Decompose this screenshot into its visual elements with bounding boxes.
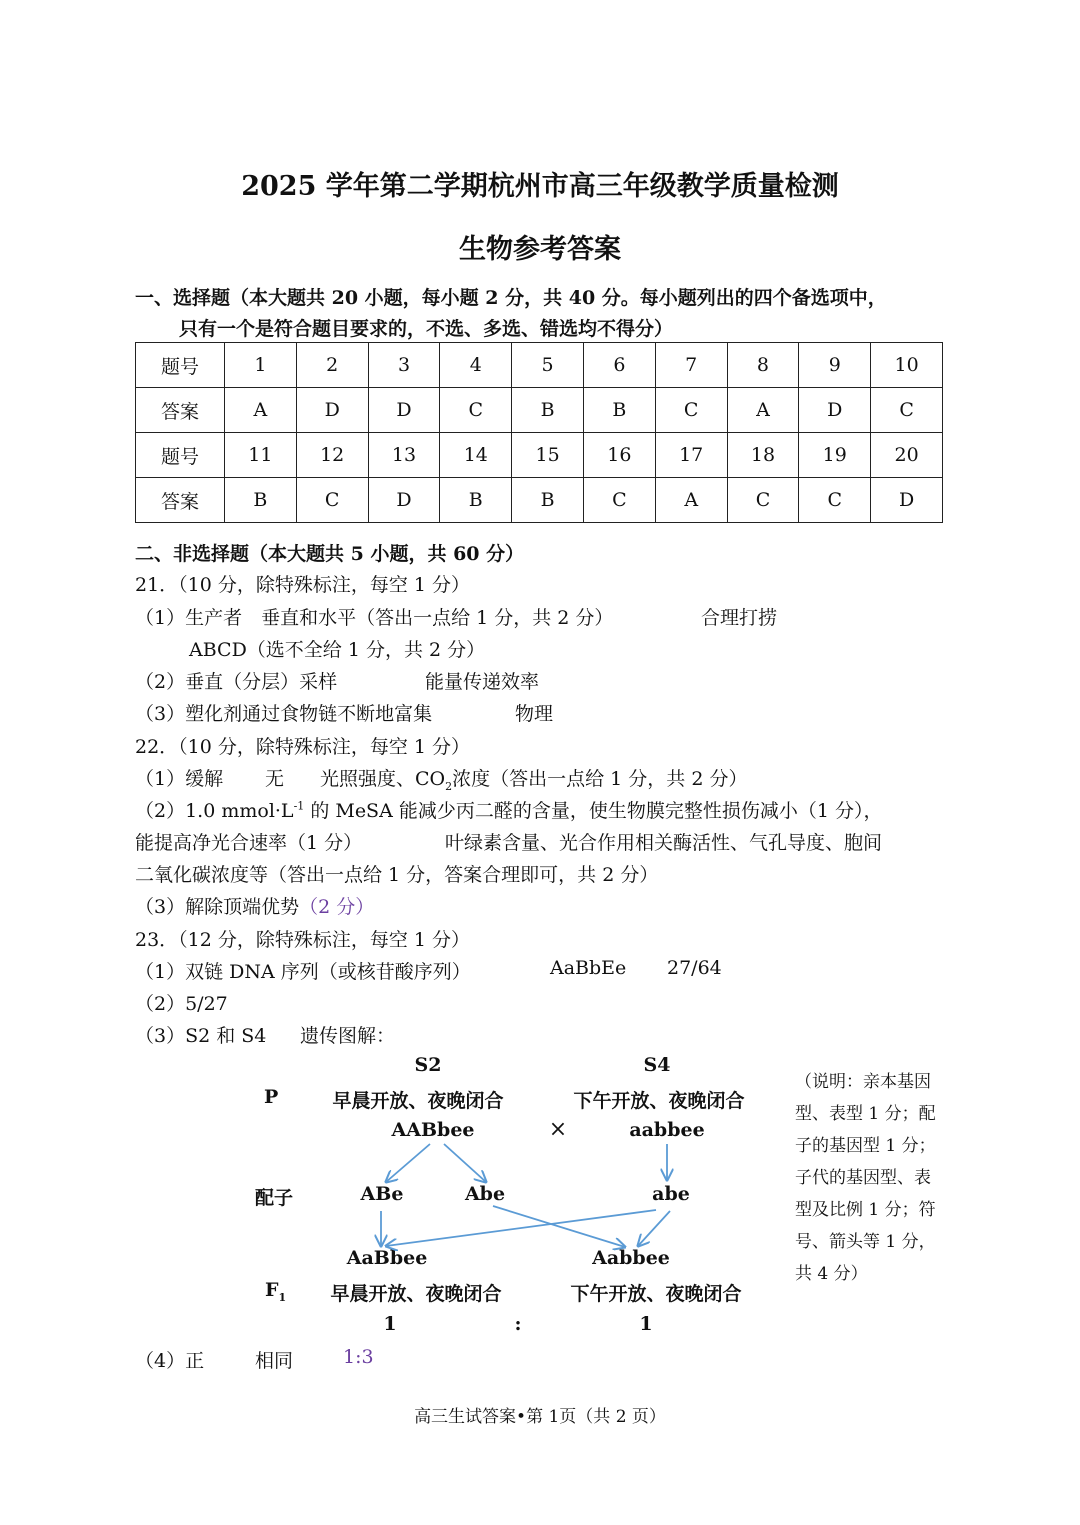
q21-part1a: （1）生产者 垂直和水平（答出一点给 1 分，共 2 分） <box>135 607 614 629</box>
table-cell: 5 <box>512 343 584 388</box>
q23-part3a: （3）S2 和 S4 <box>135 1025 267 1047</box>
q22-part2-post: 的 MeSA 能减少丙二醛的含量，使生物膜完整性损伤减小（1 分）， <box>304 800 883 822</box>
table-cell: 12 <box>296 433 368 478</box>
table-cell: D <box>368 388 440 433</box>
table-cell: D <box>871 478 943 523</box>
table-cell: 15 <box>512 433 584 478</box>
gamete-abe-mixed: Abe <box>464 1183 506 1205</box>
diagram-parent-left-genotype: AABbee <box>391 1119 475 1141</box>
q22-part2-pre: （2）1.0 mmol·L <box>135 800 294 822</box>
page-subtitle: 生物参考答案 <box>459 234 621 265</box>
unit-superscript: -1 <box>293 799 305 813</box>
table-cell: C <box>799 478 871 523</box>
offspring-left-phenotype: 早晨开放、夜晚闭合 <box>330 1283 502 1305</box>
page-title: 2025 学年第二学期杭州市高三年级教学质量检测 <box>241 171 839 202</box>
diagram-gamete-label: 配子 <box>255 1187 294 1209</box>
q22-part1c-pre: 光照强度、CO <box>320 768 446 790</box>
q22-part1c-post: 浓度（答出一点给 1 分，共 2 分） <box>452 768 748 790</box>
gamete-abe-lower: abe <box>652 1183 690 1205</box>
q23-part1c: 27/64 <box>667 957 722 979</box>
row-label: 答案 <box>136 478 225 523</box>
table-cell: A <box>655 478 727 523</box>
diagram-parent-left-phenotype: 早晨开放、夜晚闭合 <box>332 1090 504 1112</box>
table-cell: C <box>655 388 727 433</box>
arrow-gamete3-to-offspring-right <box>638 1211 670 1246</box>
table-cell: 1 <box>225 343 297 388</box>
q21-heading: 21．（10 分，除特殊标注，每空 1 分） <box>135 574 471 596</box>
arrow-parent-to-gamete-1 <box>386 1144 430 1182</box>
row-label: 题号 <box>136 433 225 478</box>
section1-heading-line2: 只有一个是符合题目要求的，不选、多选、错选均不得分） <box>179 318 674 340</box>
table-cell: C <box>871 388 943 433</box>
table-cell: A <box>225 388 297 433</box>
q22-part2-line2b: 叶绿素含量、光合作用相关酶活性、气孔导度、胞间 <box>445 832 883 854</box>
table-cell: B <box>512 478 584 523</box>
diagram-s4-label: S4 <box>643 1054 671 1076</box>
table-cell: C <box>440 388 512 433</box>
q22-heading: 22．（10 分，除特殊标注，每空 1 分） <box>135 736 471 758</box>
q22-part3-answer: （3）解除顶端优势 <box>135 896 300 918</box>
q21-part3a: （3）塑化剂通过食物链不断地富集 <box>135 703 433 725</box>
q22-part2-line2a: 能提高净光合速率（1 分） <box>135 832 363 854</box>
table-cell: 20 <box>871 433 943 478</box>
diagram-p-label: P <box>264 1086 279 1108</box>
table-cell: 6 <box>583 343 655 388</box>
q22-part1b: 无 <box>265 768 285 790</box>
offspring-right-phenotype: 下午开放、夜晚闭合 <box>570 1283 742 1305</box>
table-cell: B <box>583 388 655 433</box>
q23-part1b: AaBbEe <box>550 957 627 979</box>
q23-part4a: （4）正 <box>135 1350 205 1372</box>
ratio-left: 1 <box>383 1313 397 1335</box>
scoring-note: （说明：亲本基因型、表型 1 分；配子的基因型 1 分；子代的基因型、表型及比例 1 分；符号、箭头等 1 分，共 4 分） <box>795 1072 936 1284</box>
table-cell: A <box>727 388 799 433</box>
ratio-colon: : <box>514 1313 522 1335</box>
table-cell: C <box>727 478 799 523</box>
offspring-right-genotype: Aabbee <box>592 1247 670 1269</box>
row-label: 题号 <box>136 343 225 388</box>
q23-part1a: （1）双链 DNA 序列（或核苷酸序列） <box>135 961 471 983</box>
section1-heading-line1: 一、选择题（本大题共 20 小题，每小题 2 分，共 40 分。每小题列出的四个备选项中， <box>135 287 887 309</box>
row-label: 答案 <box>136 388 225 433</box>
table-cell: D <box>368 478 440 523</box>
offspring-left-genotype: AaBbee <box>346 1247 428 1269</box>
table-cell: 14 <box>440 433 512 478</box>
q22-part1a: （1）缓解 <box>135 768 224 790</box>
diagram-parent-right-genotype: aabbee <box>629 1119 705 1141</box>
q22-part3-score: （2 分） <box>299 896 375 918</box>
q21-part2a: （2）垂直（分层）采样 <box>135 671 338 693</box>
page-footer: 高三生试答案•第 1页（共 2 页） <box>414 1407 666 1427</box>
cross-symbol: × <box>548 1117 568 1142</box>
table-cell: 18 <box>727 433 799 478</box>
table-cell: C <box>583 478 655 523</box>
q22-part2-line3: 二氧化碳浓度等（答出一点给 1 分，答案合理即可，共 2 分） <box>135 864 659 886</box>
table-cell: 19 <box>799 433 871 478</box>
table-cell: D <box>296 388 368 433</box>
diagram-s2-label: S2 <box>414 1054 442 1076</box>
table-cell: B <box>225 478 297 523</box>
q21-part1b: 合理打捞 <box>701 607 778 629</box>
table-cell: B <box>440 478 512 523</box>
diagram-parent-right-phenotype: 下午开放、夜晚闭合 <box>573 1090 745 1112</box>
f1-letter: F <box>265 1279 279 1301</box>
q21-part3b: 物理 <box>515 703 554 725</box>
q23-part4b: 相同 <box>255 1350 294 1372</box>
table-cell: B <box>512 388 584 433</box>
table-cell: 4 <box>440 343 512 388</box>
table-cell: 13 <box>368 433 440 478</box>
q21-part1c: ABCD（选不全给 1 分，共 2 分） <box>189 639 486 661</box>
q21-part2b: 能量传递效率 <box>425 671 540 693</box>
table-cell: 8 <box>727 343 799 388</box>
table-cell: C <box>296 478 368 523</box>
table-cell: 9 <box>799 343 871 388</box>
arrow-parent-to-gamete-2 <box>444 1144 486 1182</box>
table-cell: 7 <box>655 343 727 388</box>
co2-subscript: 2 <box>445 779 453 793</box>
f1-subscript: 1 <box>278 1290 287 1304</box>
table-cell: 2 <box>296 343 368 388</box>
table-cell: 3 <box>368 343 440 388</box>
section2-heading: 二、非选择题（本大题共 5 小题，共 60 分） <box>135 543 525 565</box>
ratio-right: 1 <box>639 1313 653 1335</box>
q23-heading: 23．（12 分，除特殊标注，每空 1 分） <box>135 929 471 951</box>
q23-part2: （2）5/27 <box>135 993 228 1015</box>
table-cell: 10 <box>871 343 943 388</box>
gamete-abe-upper: ABe <box>360 1183 404 1205</box>
table-cell: 17 <box>655 433 727 478</box>
q23-part3b: 遗传图解： <box>300 1025 396 1047</box>
table-cell: 11 <box>225 433 297 478</box>
table-cell: D <box>799 388 871 433</box>
q23-part4c: 1:3 <box>343 1346 374 1368</box>
table-cell: 16 <box>583 433 655 478</box>
arrow-gamete2-to-offspring <box>493 1206 625 1247</box>
